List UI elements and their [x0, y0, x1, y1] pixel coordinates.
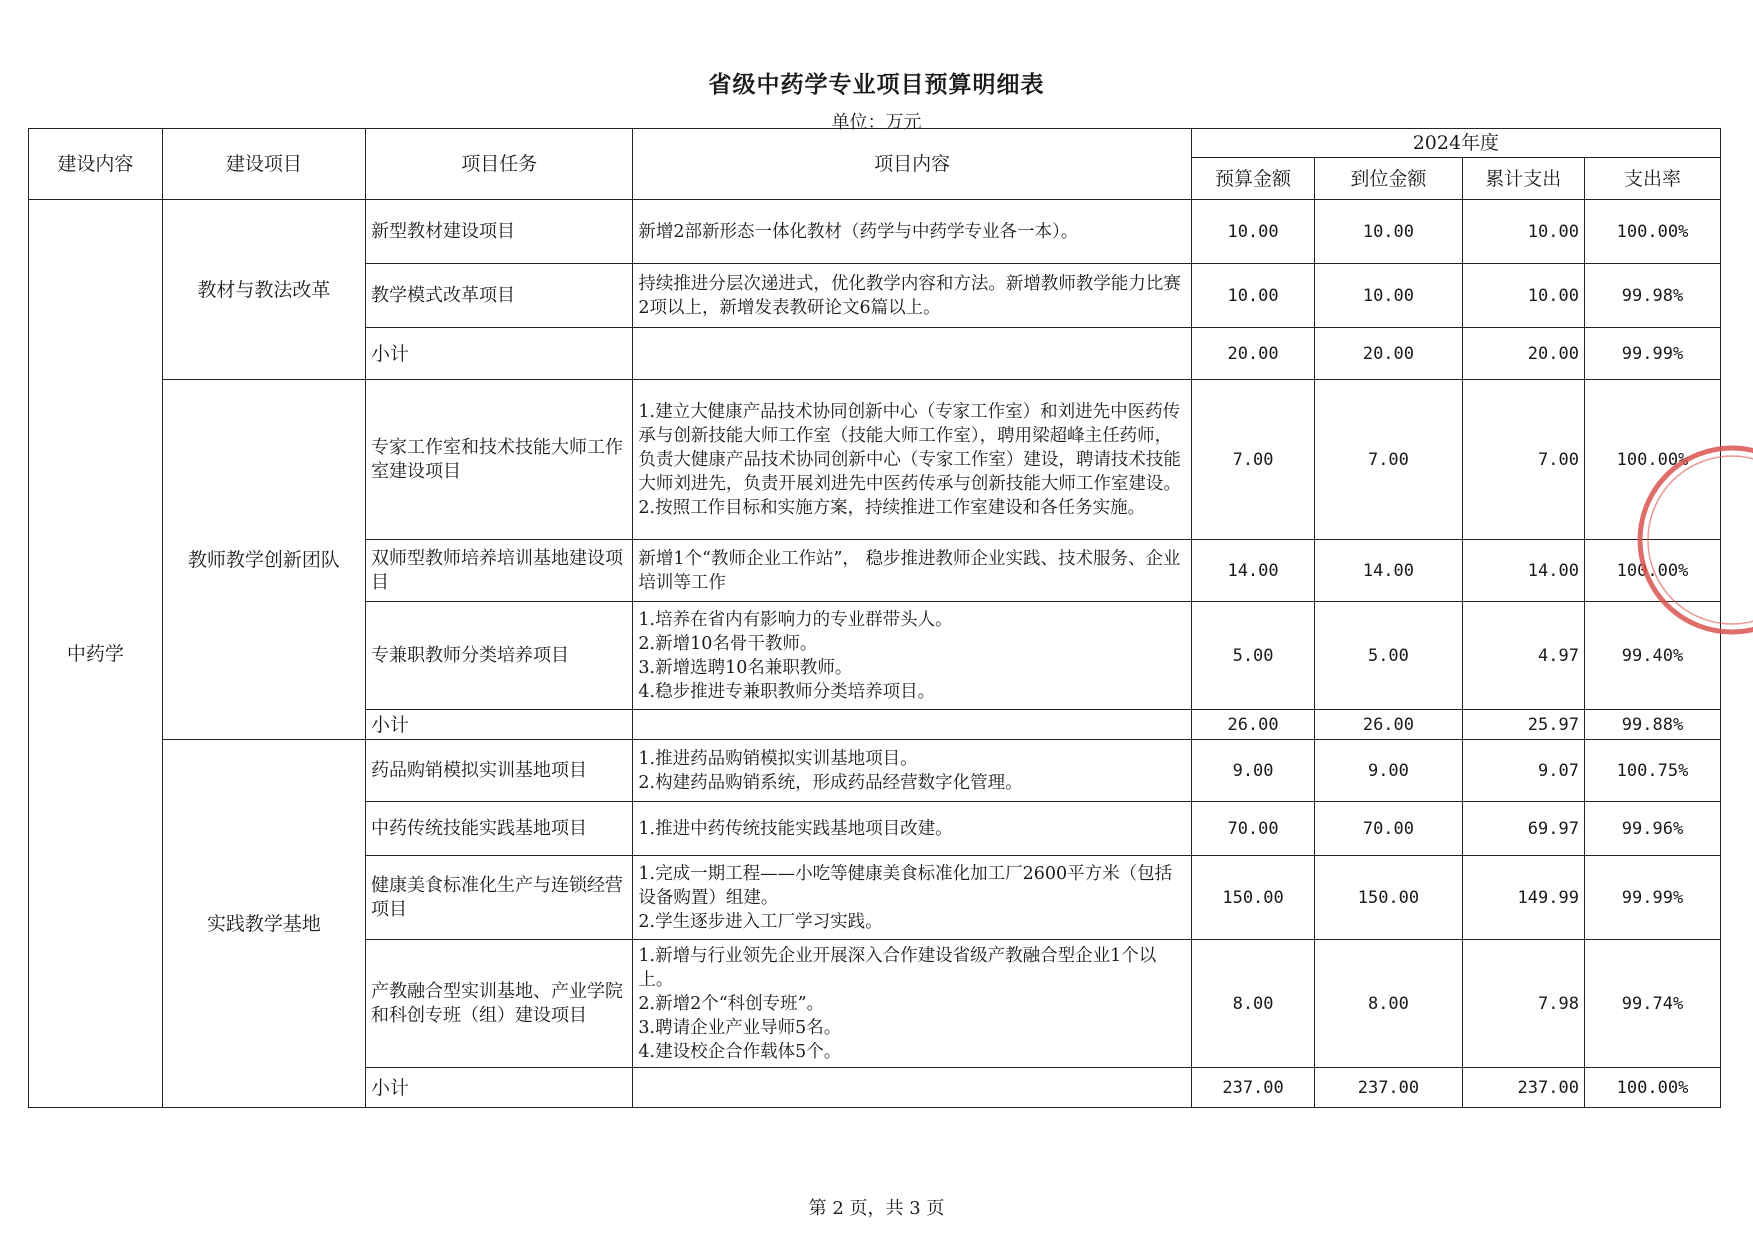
empty-cell [633, 710, 1191, 740]
budget-cell: 9.00 [1191, 740, 1315, 802]
header-year: 2024年度 [1191, 129, 1720, 158]
content-line: 2.构建药品购销系统，形成药品经营数字化管理。 [638, 772, 1023, 793]
content-line: 3.新增选聘10名兼职教师。 [638, 657, 853, 678]
content-line: 1.新增与行业领先企业开展深入合作建设省级产教融合型企业1个以上。 [638, 945, 1157, 990]
content-cell [633, 264, 1191, 328]
content-line: 持续推进分层次递进式，优化教学内容和方法。新增教师教学能力比赛2项以上，新增发表教研论文6篇以上。 [638, 273, 1181, 318]
budget-cell: 10.00 [1191, 264, 1315, 328]
budget-cell: 150.00 [1191, 856, 1315, 940]
subtotal-arrived: 26.00 [1315, 710, 1462, 740]
arrived-cell: 70.00 [1315, 802, 1462, 856]
spent-cell: 69.97 [1462, 802, 1584, 856]
spent-cell: 7.98 [1462, 940, 1584, 1068]
rate-cell: 99.96% [1584, 802, 1720, 856]
rate-cell: 100.00% [1584, 540, 1720, 602]
content-line: 3.聘请企业产业导师5名。 [638, 1017, 842, 1038]
content-line: 4.建设校企合作载体5个。 [638, 1041, 842, 1062]
content-line: 1.完成一期工程——小吃等健康美食标准化加工厂2600平方米（包括设备购置）组建。 [638, 863, 1173, 908]
task-cell: 中药传统技能实践基地项目 [366, 802, 633, 856]
table-row [29, 380, 1721, 540]
content-line: 新增1个“教师企业工作站”， 稳步推进教师企业实践、技术服务、企业培训等工作 [638, 548, 1181, 593]
arrived-cell: 5.00 [1315, 602, 1462, 710]
empty-cell [633, 1068, 1191, 1108]
spent-cell: 149.99 [1462, 856, 1584, 940]
header-project-task: 项目任务 [366, 129, 633, 200]
arrived-cell: 10.00 [1315, 200, 1462, 264]
budget-cell: 5.00 [1191, 602, 1315, 710]
rate-cell: 99.40% [1584, 602, 1720, 710]
content-line: 2.按照工作目标和实施方案，持续推进工作室建设和各任务实施。 [638, 497, 1146, 518]
content-cell [633, 802, 1191, 856]
task-cell: 产教融合型实训基地、产业学院和科创专班（组）建设项目 [366, 940, 633, 1068]
budget-cell: 14.00 [1191, 540, 1315, 602]
subtotal-budget: 26.00 [1191, 710, 1315, 740]
content-line: 2.新增10名骨干教师。 [638, 633, 818, 654]
content-line: 1.推进药品购销模拟实训基地项目。 [638, 748, 918, 769]
subtotal-arrived: 237.00 [1315, 1068, 1462, 1108]
header-spent: 累计支出 [1462, 158, 1584, 200]
task-cell: 双师型教师培养培训基地建设项目 [366, 540, 633, 602]
content-cell [633, 740, 1191, 802]
budget-cell: 70.00 [1191, 802, 1315, 856]
content-cell [633, 540, 1191, 602]
content-cell [633, 200, 1191, 264]
subtotal-spent: 20.00 [1462, 328, 1584, 380]
spent-cell: 9.07 [1462, 740, 1584, 802]
subtotal-rate: 99.99% [1584, 328, 1720, 380]
content-line: 1.建立大健康产品技术协同创新中心（专家工作室）和刘进先中医药传承与创新技能大师工作室（技能大师工作室），聘用梁超峰主任药师，负责大健康产品技术协同创新中心（专家工作室）建设，聘请技术技能大师刘进先，负责开展刘进先中医药传承与创新技能大师工作室建设。 [638, 401, 1181, 494]
rate-cell: 100.00% [1584, 200, 1720, 264]
subtotal-spent: 237.00 [1462, 1068, 1584, 1108]
spent-cell: 14.00 [1462, 540, 1584, 602]
content-line: 2.新增2个“科创专班”。 [638, 993, 825, 1014]
rate-cell: 99.98% [1584, 264, 1720, 328]
project-cell: 实践教学基地 [162, 740, 365, 1108]
task-cell: 专兼职教师分类培养项目 [366, 602, 633, 710]
arrived-cell: 14.00 [1315, 540, 1462, 602]
budget-cell: 10.00 [1191, 200, 1315, 264]
arrived-cell: 10.00 [1315, 264, 1462, 328]
content-cell [633, 602, 1191, 710]
content-line: 4.稳步推进专兼职教师分类培养项目。 [638, 681, 936, 702]
page-title: 省级中药学专业项目预算明细表 [708, 71, 1045, 98]
rate-cell: 100.75% [1584, 740, 1720, 802]
table-row [29, 740, 1721, 802]
task-cell: 药品购销模拟实训基地项目 [366, 740, 633, 802]
subtotal-label: 小计 [366, 328, 633, 380]
arrived-cell: 8.00 [1315, 940, 1462, 1068]
content-cell [633, 940, 1191, 1068]
content-line: 1.培养在省内有影响力的专业群带头人。 [638, 609, 953, 630]
header-construction-content: 建设内容 [29, 129, 163, 200]
header-arrived: 到位金额 [1315, 158, 1462, 200]
content-line: 2.学生逐步进入工厂学习实践。 [638, 911, 883, 932]
subtotal-rate: 100.00% [1584, 1068, 1720, 1108]
task-cell: 教学模式改革项目 [366, 264, 633, 328]
header-budget: 预算金额 [1191, 158, 1315, 200]
table-row [29, 200, 1721, 264]
spent-cell: 10.00 [1462, 200, 1584, 264]
budget-cell: 8.00 [1191, 940, 1315, 1068]
subtotal-label: 小计 [366, 1068, 633, 1108]
project-cell: 教师教学创新团队 [162, 380, 365, 740]
rate-cell: 100.00% [1584, 380, 1720, 540]
project-cell: 教材与教法改革 [162, 200, 365, 380]
arrived-cell: 9.00 [1315, 740, 1462, 802]
subtotal-rate: 99.88% [1584, 710, 1720, 740]
budget-table [28, 128, 1721, 1108]
task-cell: 专家工作室和技术技能大师工作室建设项目 [366, 380, 633, 540]
task-cell: 健康美食标准化生产与连锁经营项目 [366, 856, 633, 940]
header-rate: 支出率 [1584, 158, 1720, 200]
content-cell [633, 856, 1191, 940]
content-line: 新增2部新形态一体化教材（药学与中药学专业各一本）。 [638, 221, 1079, 242]
header-construction-project: 建设项目 [162, 129, 365, 200]
arrived-cell: 7.00 [1315, 380, 1462, 540]
arrived-cell: 150.00 [1315, 856, 1462, 940]
rate-cell: 99.99% [1584, 856, 1720, 940]
subtotal-spent: 25.97 [1462, 710, 1584, 740]
spent-cell: 10.00 [1462, 264, 1584, 328]
construction-content-cell: 中药学 [29, 200, 163, 1108]
task-cell: 新型教材建设项目 [366, 200, 633, 264]
page-footer: 第 2 页，共 3 页 [808, 1198, 945, 1219]
unit-label: 单位：万元 [831, 112, 922, 133]
official-seal-stamp [1632, 440, 1753, 640]
content-line: 1.推进中药传统技能实践基地项目改建。 [638, 818, 953, 839]
rate-cell: 99.74% [1584, 940, 1720, 1068]
content-cell [633, 380, 1191, 540]
subtotal-label: 小计 [366, 710, 633, 740]
subtotal-budget: 20.00 [1191, 328, 1315, 380]
spent-cell: 7.00 [1462, 380, 1584, 540]
subtotal-arrived: 20.00 [1315, 328, 1462, 380]
subtotal-budget: 237.00 [1191, 1068, 1315, 1108]
empty-cell [633, 328, 1191, 380]
header-project-content: 项目内容 [633, 129, 1191, 200]
budget-cell: 7.00 [1191, 380, 1315, 540]
spent-cell: 4.97 [1462, 602, 1584, 710]
